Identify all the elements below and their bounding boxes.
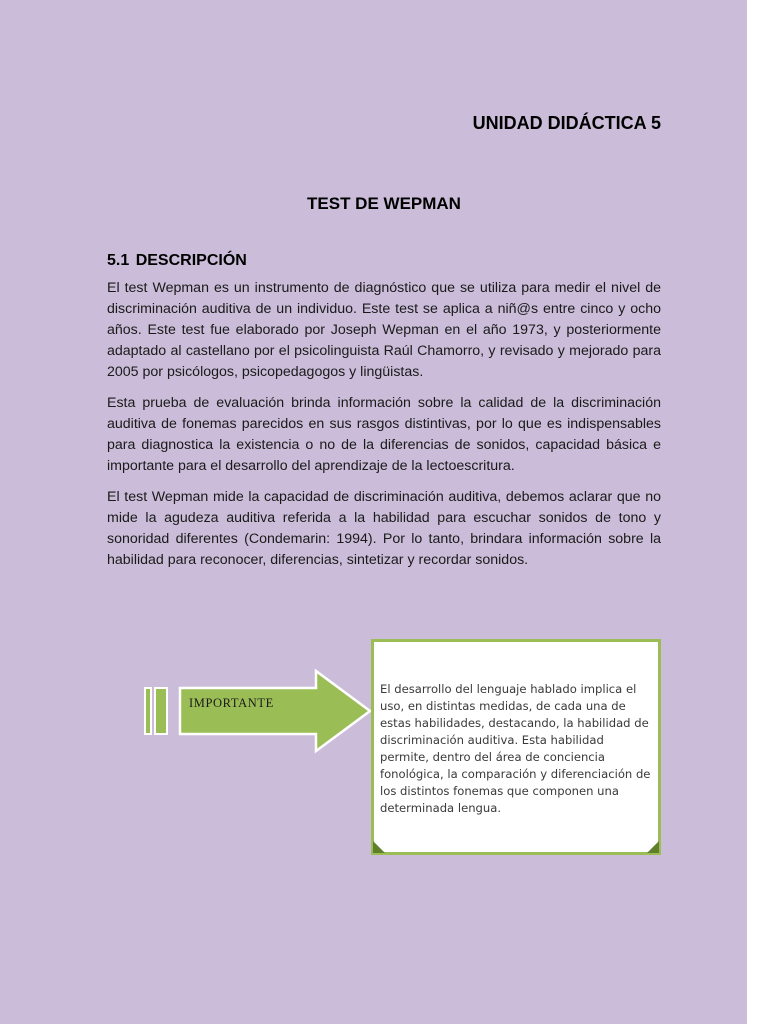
arrow-label: IMPORTANTE [189, 696, 274, 710]
description-body [107, 278, 661, 581]
important-callout-arrow [142, 668, 372, 756]
unit-title: UNIDAD DIDÁCTICA 5 [472, 113, 661, 133]
paragraph: El test Wepman mide la capacidad de discriminación auditiva, debemos aclarar que no mide la agudeza auditiva referida a la habilidad para escuchar sonidos de tono y sonoridad diferentes (Condemarin: 1994). Por lo tanto, brindara información sobre la habilidad para reconocer, diferencias, sintetizar y recordar sonidos. [107, 489, 661, 568]
note-text: El desarrollo del lenguaje hablado implica el uso, en distintas medidas, de cada una de estas habilidades, destacando, la habilidad de discriminación auditiva. Esta habilidad permite, dentro del área de conciencia fonológica, la comparación y diferenciación de los distintos fonemas que componen una determinada lengua. [380, 682, 651, 815]
paragraph: Esta prueba de evaluación brinda información sobre la calidad de la discriminación auditiva de fonemas parecidos en sus rasgos distintivas, por lo que es indispensables para diagnostica la existencia o no de la diferencias de sonidos, capacidad básica e importante para el desarrollo del aprendizaje de la lectoescritura. [107, 395, 661, 474]
corner-decoration [373, 841, 385, 853]
paragraph: El test Wepman es un instrumento de diagnóstico que se utiliza para medir el nivel de discriminación auditiva de un individuo. Este test se aplica a niñ@s entre cinco y ocho años. Este test fue elaborado por Joseph Wepman en el año 1973, y posteriormente adaptado al castellano por el psicolinguista Raúl Chamorro, y revisado y mejorado para 2005 por psicólogos, psicopedagogos y lingüistas. [107, 280, 661, 380]
section-heading: 5.1 DESCRIPCIÓN [107, 252, 247, 269]
corner-decoration [647, 841, 659, 853]
test-title: TEST DE WEPMAN [307, 194, 461, 213]
note-box [371, 639, 661, 855]
right-arrow-icon [142, 668, 372, 756]
